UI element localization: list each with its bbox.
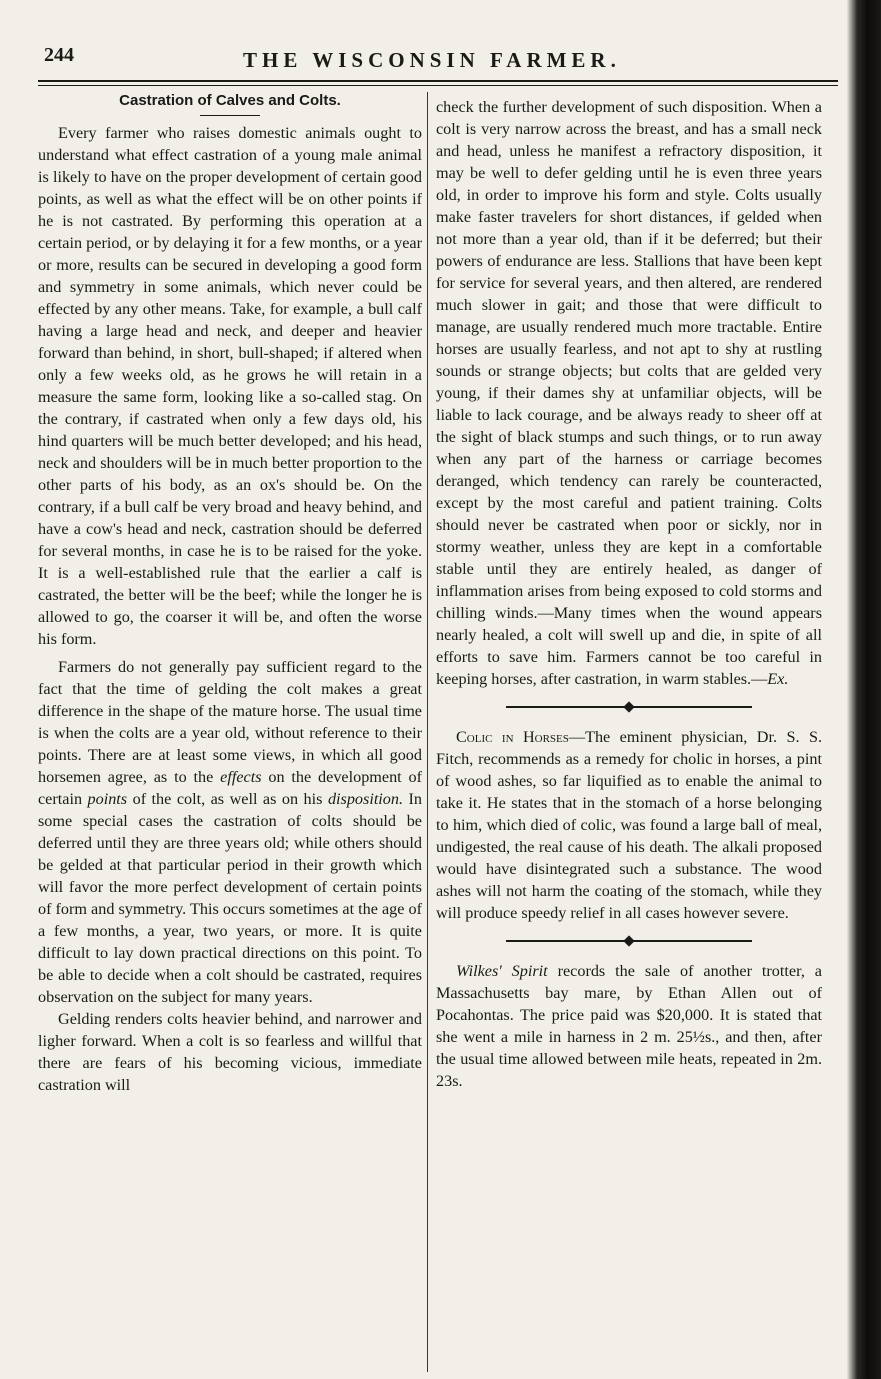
article-paragraph-3: Gelding renders colts heavier behind, and narrower and ligher forward. When a colt is so fearless and willful that there are fears of his becoming vicious, immediate castration will	[38, 1010, 422, 1094]
page-binding-shadow	[847, 0, 881, 1379]
article-source: Ex.	[767, 670, 789, 688]
text-columns	[38, 92, 838, 1362]
header-rule	[38, 85, 838, 86]
page-number: 244	[44, 44, 74, 66]
title-rule	[200, 115, 260, 116]
article-continuation: check the further development of such disposition. When a colt is very narrow across the breast, and has a small neck and head, unless he manifest a refractory disposition, it may be well to defer gelding until he is even three years old, in order to improve his form and style. Colts usually make faster travelers for short distances, if gelded when not more than a year old, than if it be deferred; but their powers of endurance are less. Stallions that have been kept for service for several years, and then altered, are rendered much slower in gait; and those that were difficult to manage, are usually rendered much more tractable. Entire horses are usually fearless, and not apt to shy at rustling sounds or strange objects; but colts that are gelded very young, if their dames shy at unfamiliar objects, will be liable to lack courage, and be always ready to sheer off at the sight of black stumps and such things, or to run away when any part of the harness or carriage becomes deranged, which tendency can rarely be counteracted, except by the most careful and patient training. Colts should never be castrated when poor or sickly, nor in stormy weather, unless they are kept in a comfortable stable until they are entirely healed, as danger of inflammation arises from being exposed to cold storms and chilling winds.—Many times when the wound appears nearly healed, a colt will swell up and die, in spite of all efforts to save him. Farmers cannot be too careful in keeping horses, after castration, in warm stables.—Ex.	[436, 98, 822, 688]
colic-article: Colic in Horses—The eminent physician, Dr. S. S. Fitch, recommends as a remedy for cholic in horses, a pint of wood ashes, so far liquified as to enable the animal to take it. He states that in the stomach of a horse belonging to him, which died of colic, was found a large ball of meal, undigested, the real cause of his death. The alkali proposed would have disintegrated such a substance. The wood ashes will not harm the coating of the stomach, while they will produce speedy relief in all cases however severe.	[436, 728, 822, 922]
column-divider	[427, 92, 428, 1372]
left-column	[38, 92, 422, 1096]
right-column	[436, 96, 822, 1092]
article-paragraph-1: Every farmer who raises domestic animals ought to understand what effect castration of a young male animal is likely to have on the proper development of certain good points, as well as what the effect will be on other points if he is not castrated. By performing this operation at a certain period, or by delaying it for a few months, or a year or more, results can be secured in developing a good form and symmetry in some animals, which never could be effected by any other means. Take, for example, a bull calf having a large head and neck, and deeper and heavier forward than behind, in short, bull-shaped; if altered when only a few weeks old, as he grows he will retain in a measure the same form, looking like a so-called stag. On the contrary, if castrated when only a few days old, his hind quarters will be much better developed; and his head, neck and shoulders will be in much better proportion to the other parts of his body, as an ox's should be. On the contrary, if a bull calf be very broad and heavy behind, and have a cow's head and neck, castration should be deferred for several months, in case he is to be raised for the yoke. It is a well-established rule that the earlier a calf is castrated, the better will be the beef; while the longer he is allowed to go, the coarser it will be, and often the worse his form.	[38, 124, 422, 648]
journal-title: THE WISCONSIN FARMER.	[243, 48, 621, 72]
page-header	[38, 40, 838, 82]
trotter-article: Wilkes' Spirit records the sale of another trotter, a Massachusetts bay mare, by Ethan Allen out of Pocahontas. The price paid was $20,000. It is stated that she went a mile in harness in 2 m. 25½s., and then, after the usual time allowed between mile heats, repeated in 2m. 23s.	[436, 962, 822, 1090]
trotter-lead: Wilkes' Spirit	[456, 962, 548, 980]
section-separator	[436, 696, 822, 718]
newspaper-page	[38, 40, 838, 1360]
article-title: Castration of Calves and Colts.	[119, 92, 341, 109]
colic-lead: Colic in Horses	[456, 728, 569, 746]
article-paragraph-2: Farmers do not generally pay sufficient regard to the fact that the time of gelding the colt makes a great difference in the shape of the mature horse. The usual time is when the colts are a year old, without reference to their points. There are at least some views, in which all good horsemen agree, as to the effects on the development of certain points of the colt, as well as on his disposition. In some special cases the castration of colts should be deferred until they are three years old; while others should be gelded at that particular period in their growth which will favor the more perfect development of certain points of form and symmetry. This occurs sometimes at the age of a few months, a year, two years, or more. It is quite difficult to lay down practical directions on this point. To be able to decide when a colt should be castrated, requires observation on the subject for many years.	[38, 658, 423, 1006]
section-separator-2	[436, 930, 822, 952]
